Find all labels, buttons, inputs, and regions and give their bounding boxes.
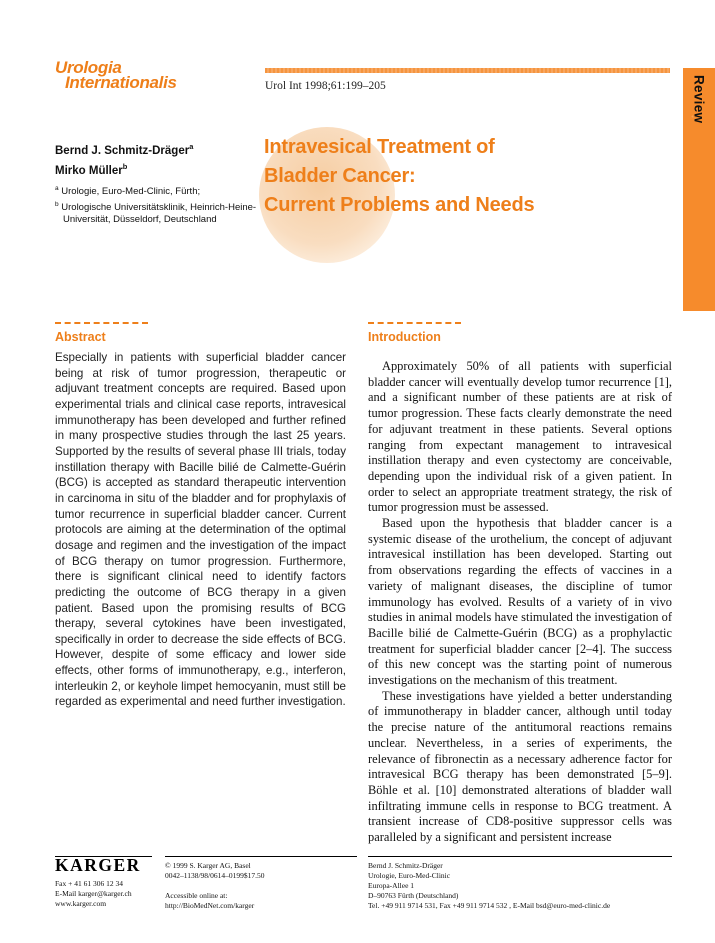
journal-logo bbox=[55, 60, 177, 90]
journal-citation-block bbox=[265, 68, 670, 92]
abstract-section bbox=[55, 322, 346, 710]
abstract-text: Especially in patients with superficial bladder cancer being at risk of tumor progression, therapeutic or adjuvant treatment concepts are required. Based upon experimental trials and clinical case reports, intravesical immunotherapy has been developed and further refined in many prospective studies through the last 25 years. Supported by the results of several phase III trials, today instillation therapy with Bacille bilié de Calmette-Guérin (BCG) is accepted as standard therapeutic intervention in carcinoma in situ of the bladder and for prophylaxis of tumor recurrence in superficial bladder cancer. Current protocols are aiming at the determination of the optimal dosage and regimen and the investigation of the impact of BCG therapy on tumor progression. Furthermore, there is significant clinical need to identify factors predicting the outcome of BCG therapy in a given patient. Based upon the promising results of BCG therapy, several cytokines have been investigated, specifically in order to decrease the side effects of BCG. However, despite of some efficacy and lower side effects, other forms of immunotherapy, e.g., interferon, interleukin 2, or keyhole limpet hemocyanin, must still be regarded as experimental and need further investigation. bbox=[55, 351, 346, 709]
introduction-paragraph: These investigations have yielded a better understanding of immunotherapy in bladder cancer, although until today the precise nature of the antitumoral reactions remains unclear. Nevertheless, in a series of experiments, the relevance of fibronectin as a necessary adherence factor for intravesical BCG therapy has been demonstrated [5–9]. Böhle et al. [10] demonstrated alterations of bladder wall infiltrating immune cells in response to BCG treatment. A transient increase of CD8-positive suppressor cells was paralleled by a significant and persistent increase bbox=[368, 688, 672, 845]
affiliation-marker: b bbox=[55, 200, 59, 208]
correspondence-city: D–90763 Fürth (Deutschland) bbox=[368, 891, 459, 900]
publisher-email: E-Mail karger@karger.ch bbox=[55, 889, 132, 898]
author-name bbox=[55, 139, 193, 159]
author-affiliation-marker: a bbox=[189, 142, 194, 151]
publisher-website: www.karger.com bbox=[55, 899, 107, 908]
online-access-label: Accessible online at: bbox=[165, 891, 228, 900]
author-name-text: Mirko Müller bbox=[55, 164, 123, 177]
author-name-text: Bernd J. Schmitz-Dräger bbox=[55, 144, 190, 157]
journal-citation: Urol Int 1998;61:199–205 bbox=[265, 80, 386, 92]
correspondence-block bbox=[368, 856, 672, 911]
introduction-section bbox=[368, 322, 672, 846]
publisher-block bbox=[55, 856, 152, 909]
correspondence-clinic: Urologie, Euro-Med-Clinic bbox=[368, 871, 451, 880]
correspondence-street: Europa-Allee 1 bbox=[368, 881, 415, 890]
issn-fee-code: 0042–1138/98/0614–0199$17.50 bbox=[165, 871, 265, 880]
online-access-url: http://BioMedNet.com/karger bbox=[165, 901, 255, 910]
citation-rule bbox=[265, 68, 670, 73]
author-affiliation-marker: b bbox=[122, 161, 128, 171]
article-title-line: Bladder Cancer: bbox=[264, 165, 416, 187]
introduction-heading: Introduction bbox=[368, 330, 441, 344]
introduction-paragraph: Approximately 50% of all patients with superficial bladder cancer will eventually develop tumor recurrence [1], and a significant number of these patients are at risk of tumor progression. These facts clearly demonstrate the need for adjuvant treatment in these patients. Several options ranging from expectant management to intravesical instillation therapy and even cystectomy are conceivable, depending upon the individual risk of a given patient. In order to select an appropriate treatment strategy, the risk of tumor progression must be assessed. bbox=[368, 359, 672, 515]
affiliation-marker: a bbox=[55, 185, 59, 192]
abstract-heading: Abstract bbox=[55, 330, 106, 344]
correspondence-phone-email: Tel. +49 911 9714 531, Fax +49 911 9714 532 , E-Mail bsd@euro-med-clinic.de bbox=[368, 901, 611, 910]
publisher-fax: Fax + 41 61 306 12 34 bbox=[55, 879, 123, 888]
affiliation-list bbox=[55, 183, 260, 227]
affiliation-text: Urologie, Euro-Med-Clinic, Fürth; bbox=[61, 186, 201, 198]
review-section-tab bbox=[683, 68, 715, 311]
introduction-paragraph: Based upon the hypothesis that bladder cancer is a systemic disease of the urothelium, the concept of adjuvant intravesical instillation has been developed. Starting out from observations regarding the effects of vaccines in a variety of malignant diseases, the discipline of tumor immunology has evolved. Results of a variety of in vivo studies in animal models have stimulated the investigation of Bacille bilié de Calmette-Guérin (BCG) as a prophylactic treatment for superficial bladder cancer [2–4]. The success of this new concept was the starting point of numerous investigations on the mechanism of this treatment. bbox=[368, 516, 672, 688]
article-title-line: Current Problems and Needs bbox=[264, 194, 535, 216]
abstract-heading-rule bbox=[55, 322, 148, 324]
copyright-block bbox=[165, 856, 357, 911]
publisher-contact bbox=[55, 879, 152, 909]
affiliation-item bbox=[55, 183, 260, 199]
introduction-heading-rule bbox=[368, 322, 461, 324]
online-access-block bbox=[165, 891, 357, 911]
copyright-line: © 1999 S. Karger AG, Basel bbox=[165, 861, 251, 870]
affiliation-item bbox=[55, 199, 260, 227]
affiliation-text: Urologische Universitätsklinik, Heinrich-Heine-Universität, Düsseldorf, Deutschland bbox=[61, 201, 257, 226]
review-label: Review bbox=[691, 75, 707, 124]
correspondence-name: Bernd J. Schmitz-Dräger bbox=[368, 861, 443, 870]
author-name bbox=[55, 159, 193, 179]
article-title-line: Intravesical Treatment of bbox=[264, 136, 495, 158]
author-list bbox=[55, 139, 193, 179]
journal-logo-line1: Urologia bbox=[55, 58, 122, 77]
karger-logo: KARGER bbox=[55, 855, 141, 875]
article-title bbox=[264, 133, 664, 220]
journal-logo-line2: Internationalis bbox=[65, 73, 177, 92]
